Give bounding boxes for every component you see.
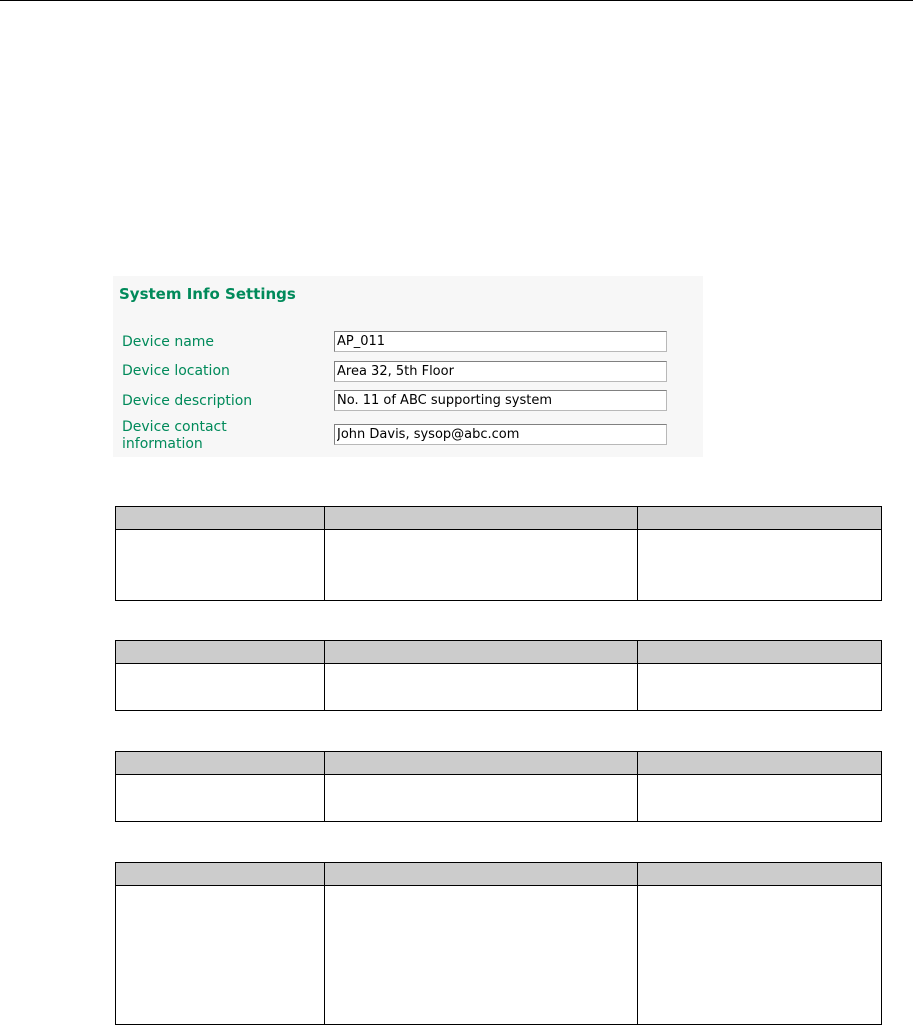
table-cell bbox=[116, 775, 325, 822]
device-description-input[interactable] bbox=[334, 390, 667, 411]
device-name-label: Device name bbox=[122, 334, 215, 350]
panel-title: System Info Settings bbox=[119, 285, 296, 303]
table-header-cell bbox=[325, 641, 637, 664]
table-cell bbox=[637, 775, 881, 822]
table-cell bbox=[116, 530, 325, 601]
device-contact-label-line1: Device contact bbox=[122, 419, 227, 435]
device-name-input[interactable] bbox=[334, 331, 667, 352]
table-cell bbox=[116, 664, 325, 711]
table-header-cell bbox=[325, 752, 637, 775]
table-header-row bbox=[116, 752, 882, 775]
table-header-cell bbox=[325, 863, 637, 886]
device-location-label: Device location bbox=[122, 363, 230, 379]
table-header-cell bbox=[116, 641, 325, 664]
settings-table-2 bbox=[115, 640, 882, 711]
table-header-cell bbox=[116, 752, 325, 775]
table-header-cell bbox=[637, 641, 881, 664]
table-row bbox=[116, 664, 882, 711]
table-row bbox=[116, 886, 882, 1025]
table-cell bbox=[325, 886, 637, 1025]
system-info-settings-panel bbox=[113, 276, 703, 457]
table-header-cell bbox=[637, 863, 881, 886]
table-row bbox=[116, 775, 882, 822]
table-header-row bbox=[116, 507, 882, 530]
table-cell bbox=[325, 530, 637, 601]
device-contact-label bbox=[122, 419, 227, 453]
device-contact-input[interactable] bbox=[334, 424, 667, 445]
table-header-cell bbox=[116, 507, 325, 530]
table-header-row bbox=[116, 641, 882, 664]
settings-table-4 bbox=[115, 862, 882, 1025]
device-location-input[interactable] bbox=[334, 361, 667, 382]
table-header-cell bbox=[637, 507, 881, 530]
table-cell bbox=[325, 664, 637, 711]
table-header-cell bbox=[637, 752, 881, 775]
table-cell bbox=[116, 886, 325, 1025]
table-header-cell bbox=[116, 863, 325, 886]
table-cell bbox=[637, 530, 881, 601]
table-row bbox=[116, 530, 882, 601]
table-header-row bbox=[116, 863, 882, 886]
table-cell bbox=[325, 775, 637, 822]
page-top-rule bbox=[0, 0, 913, 1]
device-contact-label-line2: information bbox=[122, 436, 203, 452]
settings-table-3 bbox=[115, 751, 882, 822]
table-cell bbox=[637, 664, 881, 711]
device-description-label: Device description bbox=[122, 393, 253, 409]
settings-table-1 bbox=[115, 506, 882, 601]
table-header-cell bbox=[325, 507, 637, 530]
table-cell bbox=[637, 886, 881, 1025]
